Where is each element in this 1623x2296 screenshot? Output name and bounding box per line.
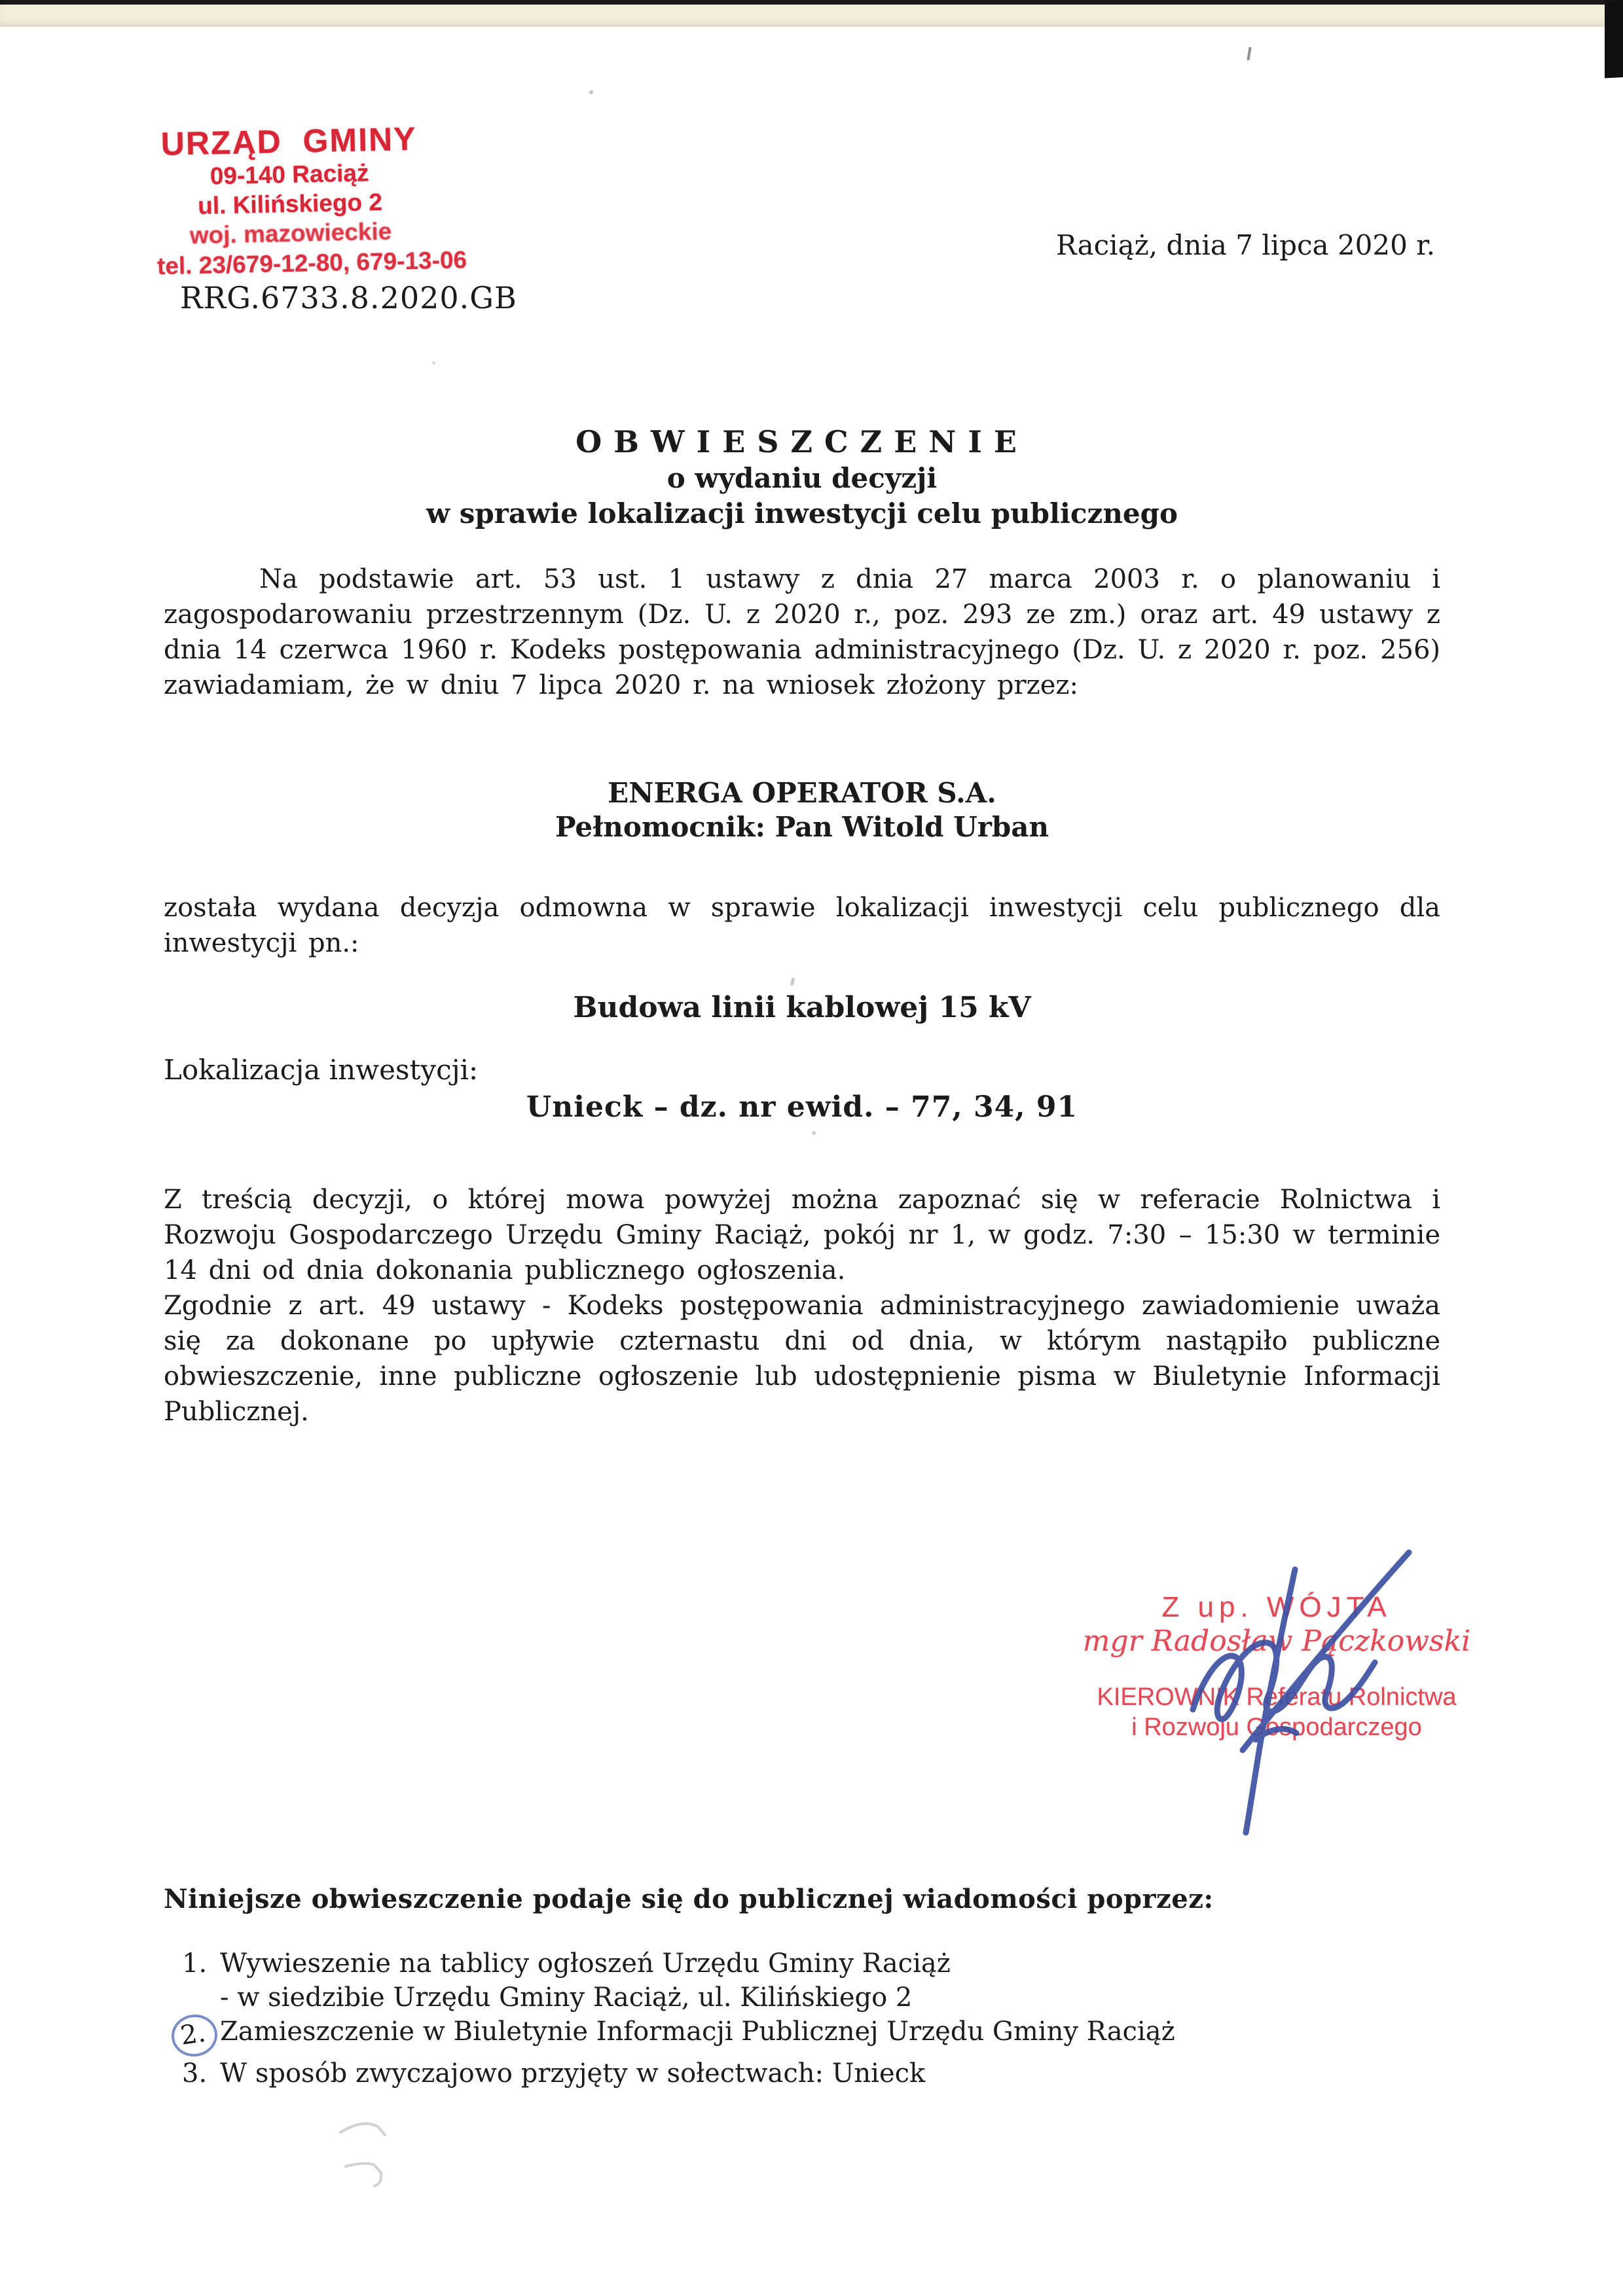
list-item-number: 1. [182, 1948, 208, 1979]
publication-heading: Niniejsze obwieszczenie podaje się do publicznej wiadomości poprzez: [164, 1884, 1214, 1914]
info-block [164, 1182, 1440, 1429]
list-item-text: Zamieszczenie w Biuletynie Informacji Publicznej Urzędu Gminy Raciąż [220, 2017, 1175, 2047]
document-title [164, 423, 1440, 531]
office-stamp-postal: 09-140 Raciąż [210, 159, 369, 190]
pencil-mark [314, 2108, 445, 2206]
scan-artifact-top-band [0, 5, 1607, 27]
office-stamp-name: URZĄD GMINY [160, 120, 418, 163]
signer-title-line-2: i Rozwoju Gospodarczego [1131, 1713, 1422, 1741]
office-stamp-street: ul. Kilińskiego 2 [197, 188, 383, 219]
office-stamp-voivodeship: woj. mazowieckie [189, 217, 392, 249]
title-sub-2: w sprawie lokalizacji inwestycji celu publicznego [426, 497, 1178, 529]
title-main: OBWIESZCZENIE [575, 424, 1029, 459]
title-sub-1: o wydaniu decyzji [666, 462, 938, 494]
list-item [178, 2015, 1360, 2056]
list-item-subtext-line: - w siedzibie Urzędu Gminy Raciąż, ul. Kilińskiego 2 [220, 1982, 913, 2013]
signer-title-line-1: KIEROWNIK Referatu Rolnictwa [1097, 1683, 1457, 1711]
office-stamp [155, 120, 467, 282]
signer-name: mgr Radosław Pączkowski [1082, 1624, 1471, 1658]
office-stamp-phone: tel. 23/679-12-80, 679-13-06 [156, 246, 467, 280]
applicant-block [164, 776, 1440, 844]
applicant-representative: Pełnomocnik: Pan Witold Urban [555, 811, 1049, 843]
scan-artifact-top-bar [0, 0, 1623, 5]
list-item-text: W sposób zwyczajowo przyjęty w sołectwach: Unieck [220, 2058, 926, 2089]
paragraph-access-info: Z treścią decyzji, o której mowa powyżej można zapoznać się w referacie Rolnictwa i Rozwoju Gospodarczego Urzędu Gminy Raciąż, pokój nr 1, w godz. 7:30 – 15:30 w terminie 14 dni od dnia dokonania publicznego ogłoszenia. [164, 1185, 1440, 1285]
list-item [182, 1946, 1360, 2015]
signature-ink [1113, 1538, 1453, 1846]
list-item [182, 2056, 1360, 2090]
scan-speck [790, 978, 795, 986]
paragraph-decision: została wydana decyzja odmowna w sprawie lokalizacji inwestycji celu publicznego dla inwestycji pn.: [164, 893, 1440, 958]
paragraph-legal-info: Zgodnie z art. 49 ustawy - Kodeks postępowania administracyjnego zawiadomienie uważa się za dokonane po upływie czternastu dni od dnia, w którym nastąpiło publiczne obwieszczenie, inne publiczne ogłoszenie lub udostępnienie pisma w Biuletynie Informacji Publicznej. [164, 1291, 1440, 1427]
scan-artifact-corner-mark [1605, 0, 1623, 78]
list-item-number: 3. [182, 2058, 208, 2089]
investment-name: Budowa linii kablowej 15 kV [573, 991, 1031, 1024]
applicant-name: ENERGA OPERATOR S.A. [608, 777, 996, 809]
list-item-text-line: Wywieszenie na tablicy ogłoszeń Urzędu Gminy Raciąż [220, 1948, 951, 1979]
reference-number: RRG.6733.8.2020.GB [180, 280, 517, 315]
pen-circle-annotation: 2. [169, 2011, 220, 2059]
signature-authority-line: Z up. WÓJTA [1161, 1591, 1392, 1623]
date-line: Raciąż, dnia 7 lipca 2020 r. [1056, 229, 1435, 261]
list-item-number-circled [178, 2015, 220, 2056]
publication-list [178, 1946, 1360, 2090]
scan-speck [432, 361, 435, 365]
location-value: Unieck – dz. nr ewid. – 77, 34, 91 [526, 1090, 1078, 1124]
scan-speck [1247, 47, 1251, 60]
paragraph-intro: Na podstawie art. 53 ust. 1 ustawy z dnia 27 marca 2003 r. o planowaniu i zagospodarowaniu przestrzennym (Dz. U. z 2020 r., poz. 293 ze zm.) oraz art. 49 ustawy z dnia 14 czerwca 1960 r. Kodeks postępowania administracyjnego (Dz. U. z 2020 r. poz. 256) zawiadamiam, że w dniu 7 lipca 2020 r. na wniosek złożony przez: [164, 564, 1440, 700]
list-item-text [220, 1946, 951, 2015]
location-label: Lokalizacja inwestycji: [164, 1054, 479, 1086]
scan-speck [589, 90, 593, 94]
scan-speck [812, 1131, 816, 1135]
